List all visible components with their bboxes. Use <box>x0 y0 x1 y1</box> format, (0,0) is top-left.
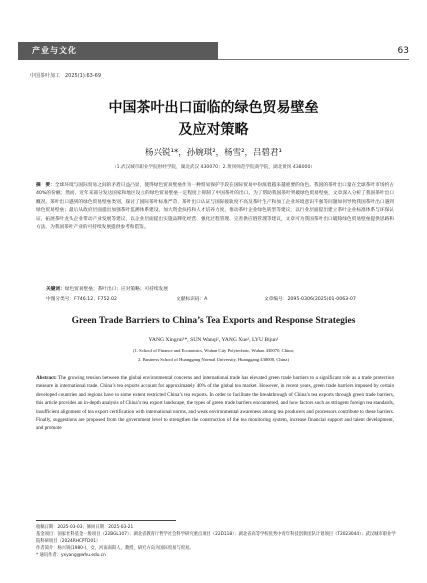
abstract-en <box>36 374 394 433</box>
footnote-fund: 基金项目：国家社科基金一般项目（22BGL107）；湖北省教育厅哲学社会科学研究重点项目（22D118）；湖北省高等学校优秀中青年科技创新团队计划项目（T2023044）；武汉城市职业学院科研项目（2024RHCPTD01） <box>36 532 396 544</box>
affiliation-en-line2: 2. Business School of Huanggang Normal University, Huanggang 438000, China) <box>138 357 289 362</box>
abstract-cn <box>36 182 394 232</box>
section-label: 产业与文化 <box>32 46 77 55</box>
journal-citation-line: 中国茶叶加工 2025(1):63-69 <box>30 73 102 79</box>
keywords-cn-label: 关键词： <box>46 287 65 292</box>
header-rule <box>218 59 409 60</box>
footnote-author: 作者简介：杨兴锐(1980-)，女，河南南阳人，教授，研究方向为国际贸易与贸易。 <box>36 546 194 551</box>
footnote-contact: * 通讯作者：yxyang@whu.edu.cn <box>36 553 106 558</box>
title-cn-line1: 中国茶叶出口面临的绿色贸易壁垒 <box>108 100 319 116</box>
abstract-en-text: The growing tension between the global environmental concerns and international trade has elevated green trade barriers to a significant role as a trade protection measure in international trade. China’s tea exports account for approximately 40% of the global tea market. However, in recent years, green trade barriers imposed by certain developed countries and regions have to some extent restricted China’s tea exports. In order to facilitate the breakthrough of China’s tea exports through green trade barriers, this article provides an in-depth analysis of China’s tea export landscape, the types of green trade barriers encountered, and how factors such as stringent foreign tea standards, insufficient alignment of tea export certification with international norms, and weak environmental awareness among tea producers and processors contribute to these barriers. Finally, suggestions are proposed from the government level to strengthen the construction of the tea monitoring system, increase financial support and talent development, and promote <box>36 375 394 432</box>
footnote-received: 收稿日期：2025-03-03；修回日期：2025-03-21 <box>36 525 134 530</box>
keywords-cn-text: 绿色贸易壁垒；茶叶出口；应对策略；可持续发展 <box>64 287 168 292</box>
article-id: 文章编号：2095-0306(2025)01-0063-07 <box>264 297 356 302</box>
affiliation-en-line1: (1. School of Finance and Economics, Wuhan City Polytechnic, Wuhan 430070, China; <box>133 348 294 353</box>
abstract-cn-text: 全球环境与国际贸易之间的矛盾日益凸显，使得绿色贸易壁垒作为一种贸易保护手段在国际贸易中扮演着越来越重要的角色。我国的茶叶出口量在全球茶叶市场约占 40%的份额；然而，近年来部分发达国家和地区设立的绿色贸易壁垒一定程度上抑制了中国茶叶的出口。为了帮助我国茶叶突破绿色贸易壁垒，文章深入分析了我国茶叶出口概况，茶叶出口遇到的绿色贸易壁垒类别，探讨了国际茶叶标准严苛、茶叶出口认证与国际接轨度不高及茶叶生产和加工企业环境意识不强等问题如何导致我国茶叶出口遇到绿色贸易壁垒；最后从政府层面提出加强茶叶监测体系建设、加大资金扶持和人才培养力度，推动茶叶企业绿色转型等建议，以行业层面提出建立茶叶企业标准体系与环保认证、拓展茶叶龙头企业带动产业发展等建议，以企业层面提出实施品牌化经营、强化过程管理、完善供应链管理等建议，文章可为我国茶叶出口破除绿色贸易壁垒提供思路和方法，为我国茶叶产业的可持续发展提供参考和借鉴。 <box>36 183 394 231</box>
page-number: 63 <box>397 46 409 56</box>
doc-code: 文献标识码：A <box>176 297 208 302</box>
abstract-en-label: Abstract: <box>36 375 57 381</box>
footnote-rule <box>36 520 176 521</box>
keywords-cn <box>46 286 168 292</box>
section-header-bar <box>18 42 218 60</box>
clc-number: 中图分类号：F746.12；F752.02 <box>46 297 118 302</box>
authors-cn: 杨兴锐¹*，孙婉琪²，杨雪²，吕碧君¹ <box>145 148 282 158</box>
title-en: Green Trade Barriers to China’s Tea Exports and Response Strategies <box>71 316 356 326</box>
authors-en: YANG Xingrui¹*, SUN Wanqi², YANG Xue², LYU Bijun¹ <box>148 337 279 343</box>
abstract-cn-label: 摘 要： <box>36 183 55 188</box>
affiliation-cn: （1.武汉城市职业学院财经学院，湖北武汉 430070；2.黄冈师范学院商学院，湖北黄冈 438000） <box>112 165 315 170</box>
title-cn-line2: 及应对策略 <box>178 122 249 138</box>
